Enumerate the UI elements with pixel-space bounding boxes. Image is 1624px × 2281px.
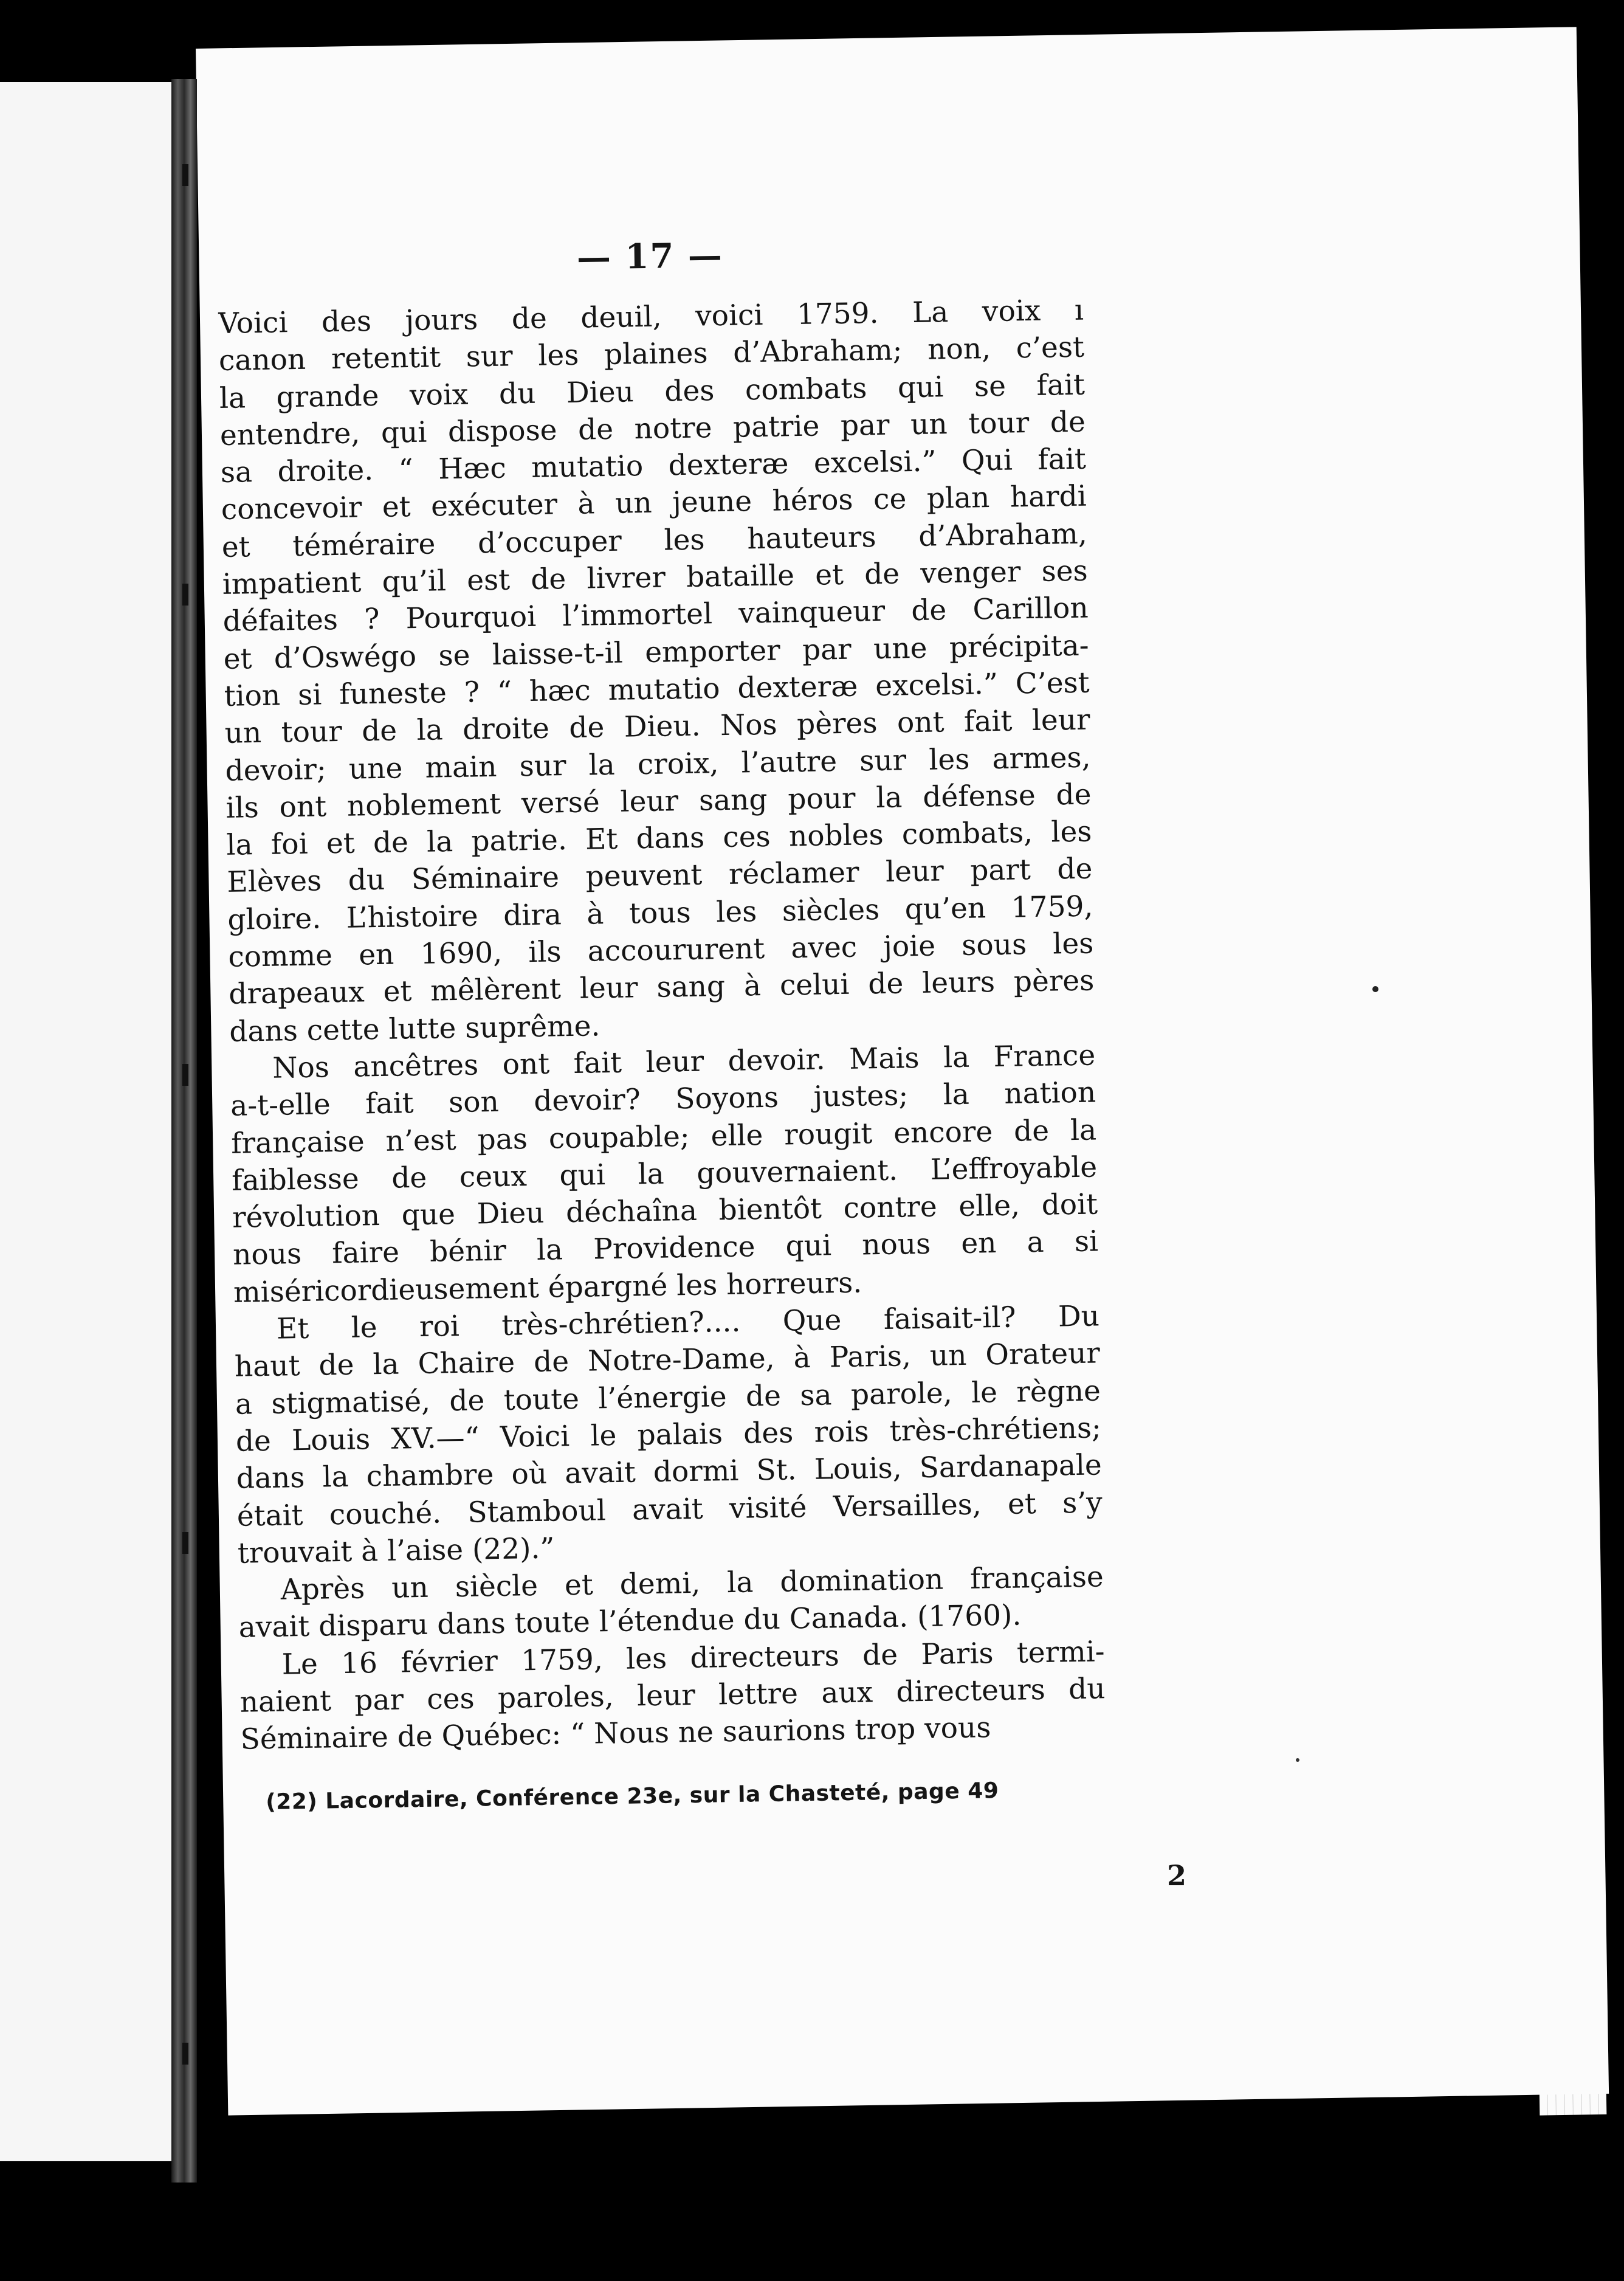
- text-line: sa droite. “ Hæc mutatio dexteræ excelsi.” Qui fait: [220, 442, 1087, 490]
- text-line: haut de la Chaire de Notre-Dame, à Paris, un Orateur: [234, 1336, 1101, 1384]
- text-line: dans cette lutte suprême.: [229, 1009, 600, 1049]
- text-line: tion si funeste ? “ hæc mutatio dexteræ excelsi.” C’est: [224, 666, 1090, 713]
- text-line: était couché. Stamboul avait visité Versailles, et s’y: [236, 1485, 1103, 1533]
- text-line: Nos ancêtres ont fait leur devoir. Mais la France: [272, 1038, 1096, 1085]
- text-line: miséricordieusement épargné les horreurs.: [233, 1266, 862, 1310]
- binding-stitch: [182, 164, 188, 186]
- text-line: comme en 1690, ils accoururent avec joie sous les: [228, 927, 1094, 974]
- text-line: un tour de la droite de Dieu. Nos pères ont fait leur: [224, 703, 1090, 751]
- text-line: avait disparu dans toute l’étendue du Canada. (1760).: [238, 1598, 1022, 1645]
- text-line: française n’est pas coupable; elle rougit encore de la: [230, 1113, 1097, 1161]
- page-text: [217, 230, 1107, 1815]
- text-line: devoir; une main sur la croix, l’autre sur les armes,: [225, 740, 1091, 788]
- text-line: Elèves du Séminaire peuvent réclamer leur part de: [227, 852, 1093, 900]
- text-line: dans la chambre où avait dormi St. Louis, Sardanapale: [236, 1448, 1103, 1496]
- text-line: a stigmatisé, de toute l’énergie de sa parole, le règne: [235, 1374, 1101, 1421]
- text-line: canon retentit sur les plaines d’Abraham; non, c’est: [218, 330, 1085, 378]
- binding-stitch: [182, 2043, 188, 2065]
- text-line: révolution que Dieu déchaîna bientôt contre elle, doit: [232, 1187, 1098, 1235]
- text-line: Voici des jours de deuil, voici 1759. La voix ı: [218, 293, 1084, 340]
- book-binding: [171, 79, 197, 2183]
- body-text: [218, 292, 1106, 1759]
- text-line: impatient qu’il est de livrer bataille et de venger ses: [222, 554, 1089, 602]
- text-line: concevoir et exécuter à un jeune héros ce plan hardi: [221, 480, 1087, 527]
- text-line: Le 16 février 1759, les directeurs de Paris termi-: [281, 1635, 1105, 1682]
- text-line: Et le roi très-chrétien?.... Que faisait-il? Du: [276, 1299, 1100, 1346]
- text-line: naient par ces paroles, leur lettre aux directeurs du: [239, 1672, 1106, 1719]
- text-line: Séminaire de Québec: “ Nous ne saurions trop vous: [240, 1711, 991, 1756]
- text-line: nous faire bénir la Providence qui nous en a si: [232, 1224, 1099, 1272]
- ink-speck: [1296, 1758, 1299, 1762]
- text-line: de Louis XV.—“ Voici le palais des rois très-chrétiens;: [235, 1411, 1102, 1458]
- text-line: la grande voix du Dieu des combats qui se fait: [219, 368, 1086, 415]
- binding-stitch: [182, 1064, 188, 1086]
- text-line: et téméraire d’occuper les hauteurs d’Abraham,: [221, 517, 1088, 564]
- text-line: défaites ? Pourquoi l’immortel vainqueur de Carillon: [222, 591, 1089, 639]
- text-line: a-t-elle fait son devoir? Soyons justes; la nation: [230, 1075, 1096, 1123]
- binding-stitch: [182, 584, 188, 606]
- text-line: ils ont noblement versé leur sang pour la défense de: [225, 778, 1092, 825]
- previous-page-edge: [0, 82, 182, 2161]
- text-line: trouvait à l’aise (22).”: [237, 1531, 555, 1570]
- text-line: la foi et de la patrie. Et dans ces nobles combats, les: [226, 815, 1092, 863]
- text-line: drapeaux et mêlèrent leur sang à celui de leurs pères: [228, 964, 1095, 1012]
- text-line: gloire. L’histoire dira à tous les siècles qu’en 1759,: [227, 889, 1093, 937]
- binding-stitch: [182, 1532, 188, 1554]
- text-line: et d’Oswégo se laisse-t-il emporter par une précipita-: [223, 629, 1090, 676]
- page-number: — 17 —: [576, 235, 724, 278]
- footnote: (22) Lacordaire, Conférence 23e, sur la Chasteté, page 49: [265, 1778, 999, 1815]
- text-line: entendre, qui dispose de notre patrie par un tour de: [219, 405, 1086, 452]
- ink-speck: [1372, 986, 1378, 992]
- text-line: faiblesse de ceux qui la gouvernaient. L’effroyable: [231, 1150, 1098, 1198]
- signature-mark: 2: [1167, 1859, 1187, 1892]
- text-line: Après un siècle et demi, la domination française: [280, 1560, 1104, 1607]
